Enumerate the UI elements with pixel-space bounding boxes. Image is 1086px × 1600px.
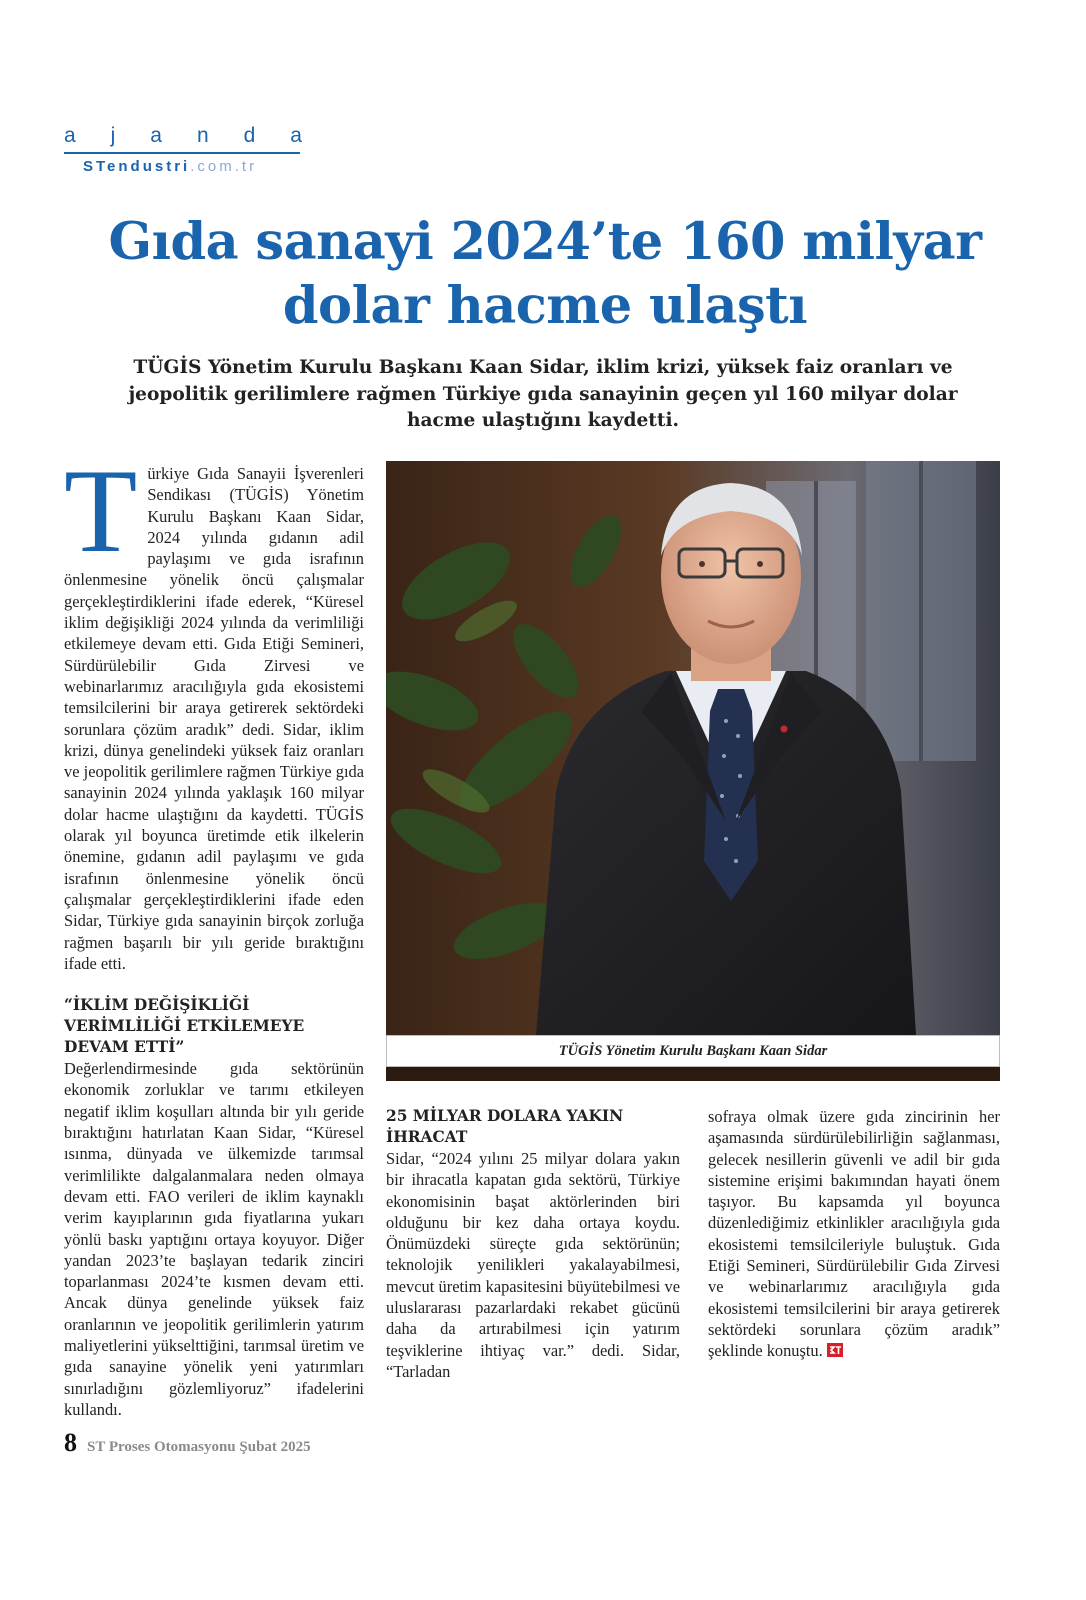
section-letter: n	[196, 124, 209, 147]
subhead-exports: 25 MİLYAR DOLARA YAKIN İHRACAT	[386, 1107, 624, 1146]
article-column-1	[64, 444, 364, 1420]
article-paragraph	[708, 1106, 1000, 1362]
article-paragraph: Değerlendirmesinde gıda sektörünün ekonomik zorluklar ve tarımı etkileyen negatif iklim koşulları altında bir yılı geride bıraktığını hatırlatan Kaan Sidar, “Küresel ısınma, dünyada ve ülkemizde tarımsal verimlilikte dalgalanmalara neden olmaya devam etti. FAO verileri de iklim kaynaklı verim kayıplarının gıda fiyatlarına yukarı yönlü baskı yaptığını ortaya koyuyor. Diğer yandan 2023’te başlayan tedarik zinciri toparlanması 2024’te kısmen devam etti. Ancak dünya genelinde yüksek faiz oranlarının ve jeopolitik gerilimlerin yatırım maliyetlerini yükselttiğini, tarımsal üretim ve gıda sanayine yönelik yeni yatırımları sınırladığını gözlemliyoruz” ifadelerini kullandı.	[64, 1059, 364, 1419]
article-column-2	[386, 1106, 680, 1382]
st-logo-icon	[827, 1343, 843, 1357]
section-letter: j	[110, 124, 116, 147]
page-number: 8	[64, 1428, 77, 1457]
article-headline: Gıda sanayi 2024’te 160 milyar dolar hacme ulaştı	[108, 212, 982, 336]
site-name	[83, 158, 257, 175]
article-paragraph	[64, 444, 364, 974]
section-rule	[64, 152, 300, 154]
page-footer	[64, 1428, 311, 1458]
article-column-3	[708, 1106, 1000, 1362]
portrait-image	[386, 461, 1000, 1035]
article-paragraph: Sidar, “2024 yılını 25 milyar dolara yakın bir ihracatla kapatan gıda sektörü, Türkiye ekonomisinin başat aktörlerinden biri olduğunu bir kez daha ortaya koydu. Önümüzdeki süreçte gıda sektörünün; teknolojik yenilikleri yakalayabilmesi, mevcut üretim kapasitesini büyütebilmesi ve uluslararası pazarlardaki rekabet gücünü daha da artırabilmesi için yatırım teşviklerine ihtiyaç var.” dedi. Sidar, “Tarladan	[386, 1149, 680, 1381]
subhead-climate: “İKLİM DEĞİŞİKLİĞİ VERİMLİLİĞİ ETKİLEMEYE DEVAM ETTİ”	[64, 996, 305, 1057]
section-letter: d	[243, 124, 256, 147]
publication-name: ST Proses Otomasyonu Şubat 2025	[87, 1439, 311, 1455]
article-lead: TÜGİS Yönetim Kurulu Başkanı Kaan Sidar, iklim krizi, yüksek faiz oranları ve jeopolitik gerilimlere rağmen Türkiye gıda sanayinin geçen yıl 160 milyar dolar hacme ulaştığını kaydetti.	[128, 357, 958, 431]
drop-cap: T	[64, 444, 138, 577]
paragraph-text: sofraya olmak üzere gıda zincirinin her aşamasında sürdürülebilirliğin sağlanması, gelecek nesillerin güvenli ve adil bir gıda sistemine erişimi bakımından hayati önem taşıyor. Bu kapsamda yıl boyunca düzenlediğimiz etkinlikler aracılığıyla gıda ekosistemi temsilcileriyle buluştuk. Gıda Etiği Semineri, Sürdürülebilir Gıda Zirvesi ve webinarlarımız aracılığıyla gıda ekosistemi temsilcilerini bir araya getirerek sektördeki sorunlara çözüm aradık” şeklinde konuştu.	[708, 1107, 1000, 1361]
section-label	[64, 124, 302, 148]
paragraph-text: ürkiye Gıda Sanayii İşverenleri Sendikası (TÜGİS) Yönetim Kurulu Başkanı Kaan Sidar, 2024 yılında gıdanın adil paylaşımı ve gıda israfının önlenmesine yönelik öncü çalışmalar gerçekleştirdiklerini ifade ederek, “Küresel iklim değişikliği 2024 yılında da verimliliği etkilemeye devam etti. Gıda Etiği Semineri, Sürdürülebilir Gıda Zirvesi ve webinarlarımız aracılığıyla gıda ekosistemi temsilcilerini bir araya getirerek sektördeki sorunlara çözüm aradık” dedi. Sidar, iklim krizi, dünya genelindeki yüksek faiz oranları ve jeopolitik gerilimlere rağmen Türkiye gıda sanayinin 2024 yılında yaklaşık 160 milyar dolar hacme ulaştığını da kaydetti. TÜGİS olarak yıl boyunca üretimde etik ilkelerin önemine, gıdanın adil paylaşımı ve gıda israfının önlenmesine yönelik öncü çalışmalar gerçekleştirdiklerini ifade eden Sidar, Türkiye gıda sanayinin birçok zorluğa rağmen başarılı bir yılı geride bıraktığını ifade etti.	[64, 464, 364, 973]
section-letter: a	[290, 124, 302, 147]
portrait-photo	[386, 461, 1000, 1081]
section-letter: a	[150, 124, 162, 147]
site-name-main: STendustri	[83, 158, 191, 175]
site-name-tld: .com.tr	[190, 158, 258, 175]
section-letter: a	[64, 124, 76, 147]
photo-caption: TÜGİS Yönetim Kurulu Başkanı Kaan Sidar	[386, 1035, 1000, 1067]
